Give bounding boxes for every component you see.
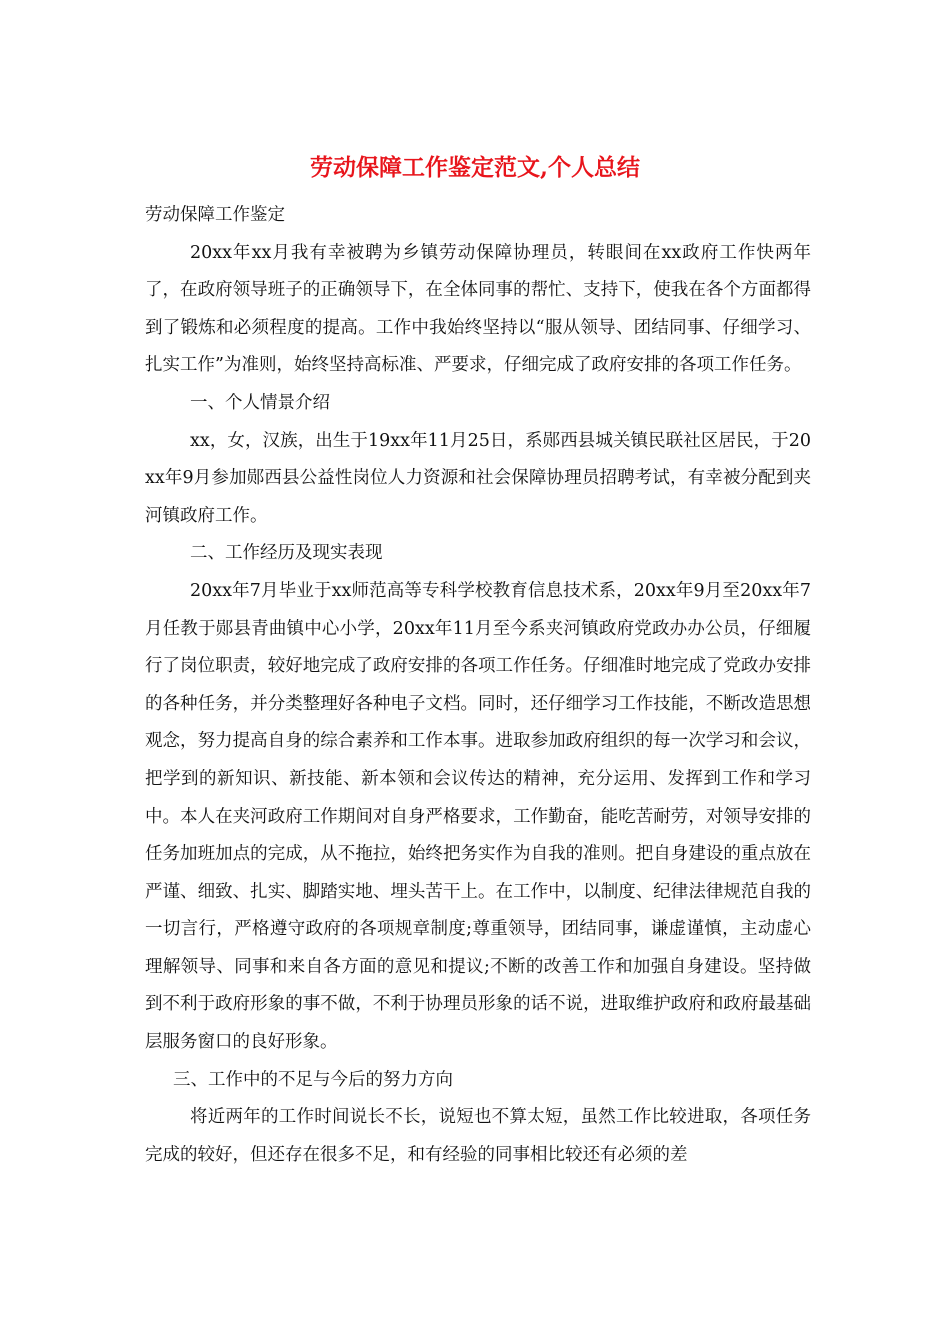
intro-paragraph: 20xx年xx月我有幸被聘为乡镇劳动保障协理员，转眼间在xx政府工作快两年了，在政府领导班子的正确领导下，在全体同事的帮忙、支持下，使我在各个方面都得到了锻炼和必须程度的提高。工作中我始终坚持以“服从领导、团结同事、仔细学习、扎实工作”为准则，始终坚持高标准、严要求，仔细完成了政府安排的各项工作任务。 — [145, 242, 811, 376]
section-heading-personal: 一、个人情景介绍 — [190, 392, 330, 413]
experience-paragraph: 20xx年7月毕业于xx师范高等专科学校教育信息技术系，20xx年9月至20xx年7月任教于郧县青曲镇中心小学，20xx年11月至今系夹河镇政府党政办办公员，仔细履行了岗位职责，较好地完成了政府安排的各项工作任务。仔细准时地完成了党政办安排的各种任务，并分类整理好各种电子文档。同时，还仔细学习工作技能，不断改造思想观念，努力提高自身的综合素养和工作本事。进取参加政府组织的每一次学习和会议，把学到的新知识、新技能、新本领和会议传达的精神，充分运用、发挥到工作和学习中。本人在夹河政府工作期间对自身严格要求，工作勤奋，能吃苦耐劳，对领导安排的任务加班加点的完成，从不拖拉，始终把务实作为自我的准则。把自身建设的重点放在严谨、细致、扎实、脚踏实地、埋头苦干上。在工作中，以制度、纪律法律规范自我的一切言行，严格遵守政府的各项规章制度;尊重领导，团结同事，谦虚谨慎，主动虚心理解领导、同事和来自各方面的意见和提议;不断的改善工作和加强自身建设。坚持做到不利于政府形象的事不做，不利于协理员形象的话不说，进取维护政府和政府最基础层服务窗口的良好形象。 — [145, 580, 811, 1053]
document-title: 劳动保障工作鉴定范文,个人总结 — [309, 154, 640, 181]
section-heading-experience: 二、工作经历及现实表现 — [190, 543, 383, 564]
section-heading-shortcomings: 三、工作中的不足与今后的努力方向 — [173, 1069, 453, 1090]
section-heading: 劳动保障工作鉴定 — [145, 205, 285, 225]
document-body — [145, 197, 811, 1174]
personal-paragraph: xx，女，汉族，出生于19xx年11月25日，系郧西县城关镇民联社区居民，于20xx年9月参加郧西县公益性岗位人力资源和社会保障协理员招聘考试，有幸被分配到夹河镇政府工作。 — [145, 430, 811, 526]
shortcomings-paragraph: 将近两年的工作时间说长不长，说短也不算太短，虽然工作比较进取，各项任务完成的较好，但还存在很多不足，和有经验的同事相比较还有必须的差 — [145, 1107, 811, 1165]
